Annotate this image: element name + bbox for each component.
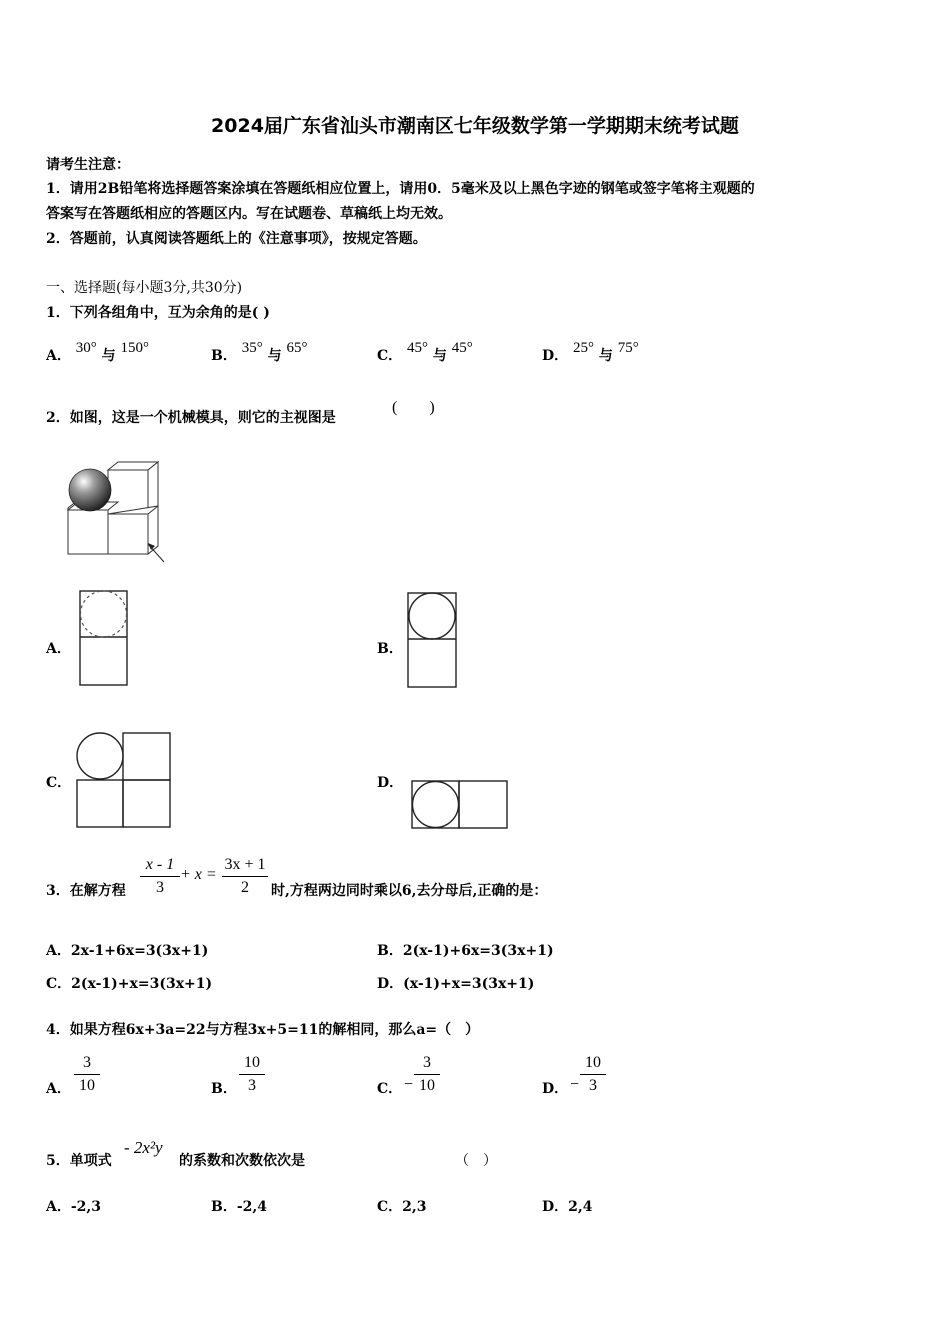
q3-option-a[interactable]: A．2x-1+6x=3(3x+1): [46, 943, 209, 959]
q4-option-d-sign: −: [570, 1076, 580, 1093]
q3-option-b[interactable]: B．2(x-1)+6x=3(3x+1): [377, 943, 554, 959]
q3-plus-x: + x =: [180, 866, 217, 883]
section-heading: 一、选择题(每小题3分,共30分): [46, 280, 243, 296]
q4-option-c-fraction[interactable]: 3 10: [414, 1052, 440, 1097]
q5-option-c[interactable]: C．2,3: [377, 1199, 427, 1215]
q4-option-c-sign: −: [404, 1076, 414, 1093]
page-title: 2024届广东省汕头市潮南区七年级数学第一学期期末统考试题: [211, 115, 739, 137]
q4-stem: 4．如果方程6x+3a=22与方程3x+5=11的解相同，那么a=（ ）: [46, 1022, 480, 1038]
q5-answer-paren: （ ）: [455, 1153, 497, 1169]
q3-option-c[interactable]: C．2(x-1)+x=3(3x+1): [46, 976, 213, 992]
q2-option-c-figure[interactable]: [75, 731, 173, 829]
q5-monomial: - 2x²y: [124, 1138, 163, 1157]
q3-fraction-right: 3x + 1 2: [222, 854, 268, 899]
q2-option-a[interactable]: A．: [46, 641, 71, 657]
q2-answer-paren: ( ): [392, 399, 435, 416]
q5-stem-post: 的系数和次数依次是: [179, 1153, 305, 1169]
notice-line-1b: 答案写在答题纸相应的答题区内。写在试题卷、草稿纸上均无效。: [46, 206, 452, 222]
q1-stem: 1．下列各组角中，互为余角的是( ): [46, 305, 270, 321]
q3-fraction-left: x - 1 3: [140, 854, 180, 899]
q2-stem: 2．如图，这是一个机械模具，则它的主视图是: [46, 410, 336, 426]
q3-stem-pre: 3．在解方程: [46, 883, 126, 899]
q3-stem-post: 时,方程两边同时乘以6,去分母后,正确的是：: [271, 883, 548, 899]
q4-option-d-fraction[interactable]: 10 3: [580, 1052, 606, 1097]
q2-option-b-figure[interactable]: [407, 592, 459, 688]
q4-option-c-label[interactable]: C．: [377, 1081, 403, 1097]
q1-option-b[interactable]: B． 35° 与 65°: [211, 340, 308, 364]
notice-line-1a: 1．请用2B铅笔将选择题答案涂填在答题纸相应位置上，请用0．5毫米及以上黑色字迹的钢笔或签字笔将主观题的: [46, 181, 755, 197]
q1-option-c[interactable]: C． 45° 与 45°: [377, 340, 473, 364]
q5-option-a[interactable]: A．-2,3: [46, 1199, 102, 1215]
q4-option-a-fraction[interactable]: 3 10: [74, 1052, 100, 1097]
q4-option-b-label[interactable]: B．: [211, 1081, 237, 1097]
q1-option-a[interactable]: A． 30° 与 150°: [46, 340, 149, 364]
mold-figure: [60, 458, 170, 568]
q5-stem-pre: 5．单项式: [46, 1153, 112, 1169]
q2-option-a-figure[interactable]: [79, 590, 129, 686]
q4-option-d-label[interactable]: D．: [542, 1081, 569, 1097]
q4-option-a-label[interactable]: A．: [46, 1081, 71, 1097]
q4-option-b-fraction[interactable]: 10 3: [239, 1052, 265, 1097]
q1-option-d[interactable]: D． 25° 与 75°: [542, 340, 639, 364]
notice-heading: 请考生注意：: [46, 157, 130, 173]
q5-option-b[interactable]: B．-2,4: [211, 1199, 268, 1215]
notice-line-2: 2．答题前，认真阅读答题纸上的《注意事项》，按规定答题。: [46, 231, 427, 247]
q2-option-d-figure[interactable]: [410, 779, 510, 831]
q3-option-d[interactable]: D．(x-1)+x=3(3x+1): [377, 976, 535, 992]
q5-option-d[interactable]: D．2,4: [542, 1199, 593, 1215]
q2-option-d[interactable]: D．: [377, 775, 404, 791]
q2-option-c[interactable]: C．: [46, 775, 72, 791]
q2-option-b[interactable]: B．: [377, 641, 403, 657]
